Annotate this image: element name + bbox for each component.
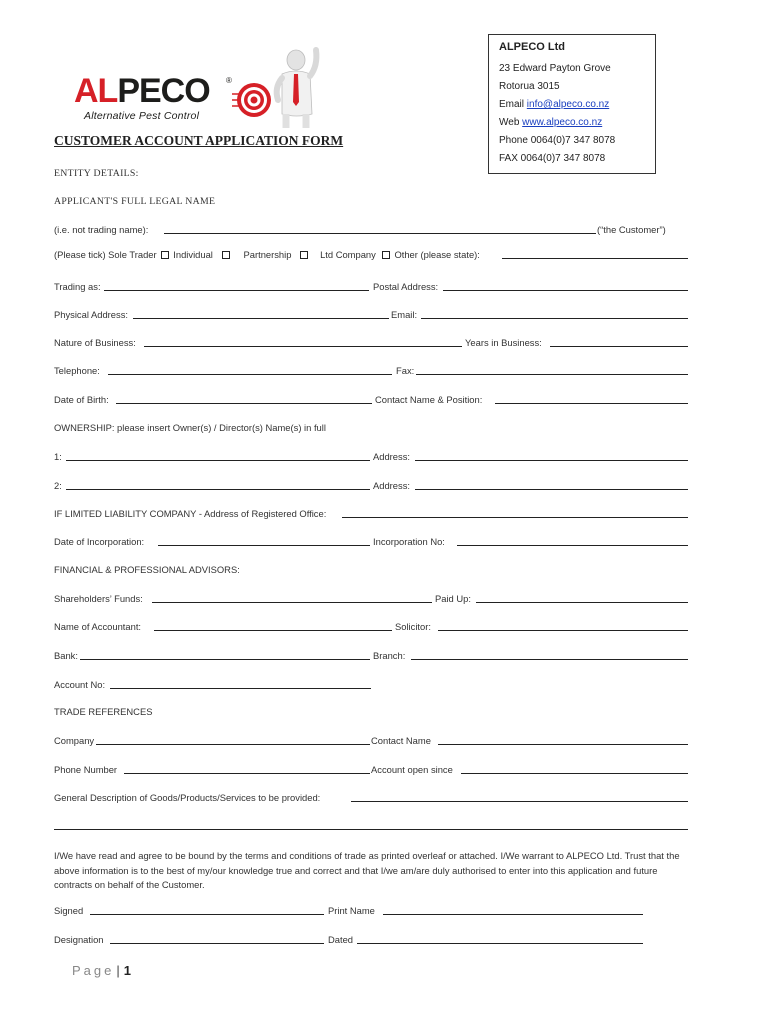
dated-label: Dated <box>328 934 354 945</box>
postal-address-field[interactable] <box>443 290 688 291</box>
alpeco-logo <box>70 40 330 130</box>
nature-of-business-label: Nature of Business: <box>54 337 136 348</box>
trade-contact-name-field[interactable] <box>438 744 688 745</box>
dated-field[interactable] <box>357 943 643 944</box>
contact-name-position-label: Contact Name & Position: <box>375 394 483 405</box>
ltd-company-checkbox[interactable] <box>382 251 390 259</box>
partnership-label: Partnership <box>243 249 292 260</box>
print-name-field[interactable] <box>383 914 643 915</box>
form-title: CUSTOMER ACCOUNT APPLICATION FORM <box>54 133 344 148</box>
company-phone: Phone 0064(0)7 347 8078 <box>499 135 616 146</box>
target-icon <box>232 80 272 120</box>
accountant-field[interactable] <box>154 630 392 631</box>
account-no-label: Account No: <box>54 679 106 690</box>
registered-office-label: IF LIMITED LIABILITY COMPANY - Address of Registered Office: <box>54 508 327 519</box>
dob-label: Date of Birth: <box>54 394 109 405</box>
signed-row <box>54 903 688 917</box>
page-word: Page <box>72 963 115 978</box>
telephone-label: Telephone: <box>54 365 100 376</box>
owner2-address-field[interactable] <box>415 489 688 490</box>
owner2-name-field[interactable] <box>66 489 370 490</box>
ownership-heading: OWNERSHIP: please insert Owner(s) / Director(s) Name(s) in full <box>54 422 326 433</box>
legal-name-label: (i.e. not trading name): <box>54 224 149 235</box>
trade-contact-name-label: Contact Name <box>371 735 431 746</box>
designation-row <box>54 932 688 946</box>
designation-field[interactable] <box>110 943 324 944</box>
date-incorporation-field[interactable] <box>158 545 370 546</box>
owner1-address-label: Address: <box>373 451 410 462</box>
ltd-company-label: Ltd Company <box>320 249 376 260</box>
trade-company-row <box>54 733 688 747</box>
legal-name-field[interactable] <box>164 233 596 234</box>
shareholders-funds-label: Shareholders’ Funds: <box>54 593 143 604</box>
nature-years-row <box>54 335 688 349</box>
page-separator: | <box>116 963 120 978</box>
bank-field[interactable] <box>80 659 370 660</box>
accountant-label: Name of Accountant: <box>54 621 142 632</box>
trading-as-field[interactable] <box>104 290 369 291</box>
incorporation-no-field[interactable] <box>457 545 688 546</box>
fax-label: Fax: <box>396 365 415 376</box>
account-no-field[interactable] <box>110 688 371 689</box>
telephone-fax-row <box>54 363 688 377</box>
dob-field[interactable] <box>116 403 372 404</box>
sole-trader-label: (Please tick) Sole Trader <box>54 249 157 260</box>
company-name: ALPECO Ltd <box>499 41 565 53</box>
solicitor-field[interactable] <box>438 630 688 631</box>
branch-field[interactable] <box>411 659 688 660</box>
signature-field[interactable] <box>90 914 324 915</box>
paid-up-label: Paid Up: <box>435 593 471 604</box>
accountant-row <box>54 619 688 633</box>
email-link[interactable]: info@alpeco.co.nz <box>526 99 610 110</box>
logo-wordmark: ALPECO <box>74 72 210 110</box>
owner2-label: 2: <box>54 480 62 491</box>
trade-company-label: Company <box>54 735 95 746</box>
fax-field[interactable] <box>416 374 688 375</box>
physical-email-row <box>54 307 688 321</box>
page-number: 1 <box>123 963 131 978</box>
physical-address-field[interactable] <box>133 318 389 319</box>
financial-heading: FINANCIAL & PROFESSIONAL ADVISORS: <box>54 564 240 575</box>
company-street: 23 Edward Payton Grove <box>499 63 611 74</box>
bank-row <box>54 648 688 662</box>
account-open-since-label: Account open since <box>371 764 453 775</box>
shareholders-funds-field[interactable] <box>152 602 432 603</box>
signed-label: Signed <box>54 905 84 916</box>
postal-address-label: Postal Address: <box>373 281 439 292</box>
branch-label: Branch: <box>373 650 406 661</box>
individual-label: Individual <box>173 249 213 260</box>
registered-office-field[interactable] <box>342 517 688 518</box>
contact-name-position-field[interactable] <box>495 403 688 404</box>
general-description-label: General Description of Goods/Products/Services to be provided: <box>54 792 321 803</box>
company-city: Rotorua 3015 <box>499 81 560 92</box>
trading-as-label: Trading as: <box>54 281 101 292</box>
legal-name-heading: APPLICANT'S FULL LEGAL NAME <box>54 196 216 207</box>
date-incorporation-label: Date of Incorporation: <box>54 536 145 547</box>
entity-type-row <box>54 247 688 261</box>
registered-mark: ® <box>226 76 232 85</box>
general-description-row <box>54 790 688 804</box>
trading-postal-row <box>54 279 688 293</box>
owner1-name-field[interactable] <box>66 460 370 461</box>
owner2-address-label: Address: <box>373 480 410 491</box>
owner1-row <box>54 449 688 463</box>
other-label: Other (please state): <box>394 249 480 260</box>
agreement-text: I/We have read and agree to be bound by the terms and conditions of trade as printed overleaf or attached. I/We warrant to ALPECO Ltd. Trust that the above information is to the best of my/our knowledge true and correct and that I/we am/are duly authorised to enter into this application and future contracts on behalf of the Customer. <box>54 850 680 890</box>
company-email: Email info@alpeco.co.nz <box>499 99 610 110</box>
shareholders-row <box>54 591 688 605</box>
general-description-field[interactable] <box>351 801 688 802</box>
web-link[interactable]: www.alpeco.co.nz <box>522 117 603 128</box>
company-web: Web www.alpeco.co.nz <box>499 117 603 128</box>
paid-up-field[interactable] <box>476 602 688 603</box>
the-customer-label: (“the Customer”) <box>597 224 666 235</box>
physical-address-label: Physical Address: <box>54 309 128 320</box>
incorporation-no-label: Incorporation No: <box>373 536 445 547</box>
legal-name-row <box>54 222 688 236</box>
owner1-label: 1: <box>54 451 62 462</box>
company-address-box <box>488 34 656 174</box>
entity-details-heading: ENTITY DETAILS: <box>54 168 139 179</box>
company-fax: FAX 0064(0)7 347 8078 <box>499 153 606 164</box>
partnership-checkbox[interactable] <box>300 251 308 259</box>
trade-phone-field[interactable] <box>124 773 370 774</box>
trade-phone-row <box>54 762 688 776</box>
email-field[interactable] <box>421 318 688 319</box>
logo-tagline: Alternative Pest Control <box>84 110 200 122</box>
nature-of-business-field[interactable] <box>144 346 462 347</box>
account-no-row <box>54 677 688 691</box>
trade-phone-label: Phone Number <box>54 764 118 775</box>
print-name-label: Print Name <box>328 905 375 916</box>
general-description-field-line2[interactable] <box>54 829 688 830</box>
years-in-business-field[interactable] <box>550 346 688 347</box>
designation-label: Designation <box>54 934 104 945</box>
page-footer <box>72 963 131 978</box>
owner2-row <box>54 478 688 492</box>
email-label: Email: <box>391 309 418 320</box>
dob-contact-row <box>54 392 688 406</box>
telephone-field[interactable] <box>108 374 392 375</box>
registered-office-row <box>54 506 688 520</box>
account-open-since-field[interactable] <box>461 773 688 774</box>
trade-references-heading: TRADE REFERENCES <box>54 706 153 717</box>
years-in-business-label: Years in Business: <box>465 337 542 348</box>
trade-company-field[interactable] <box>96 744 370 745</box>
individual-checkbox[interactable] <box>222 251 230 259</box>
incorporation-row <box>54 534 688 548</box>
sole-trader-checkbox[interactable] <box>161 251 169 259</box>
other-field[interactable] <box>502 258 688 259</box>
solicitor-label: Solicitor: <box>395 621 431 632</box>
bank-label: Bank: <box>54 650 78 661</box>
owner1-address-field[interactable] <box>415 460 688 461</box>
